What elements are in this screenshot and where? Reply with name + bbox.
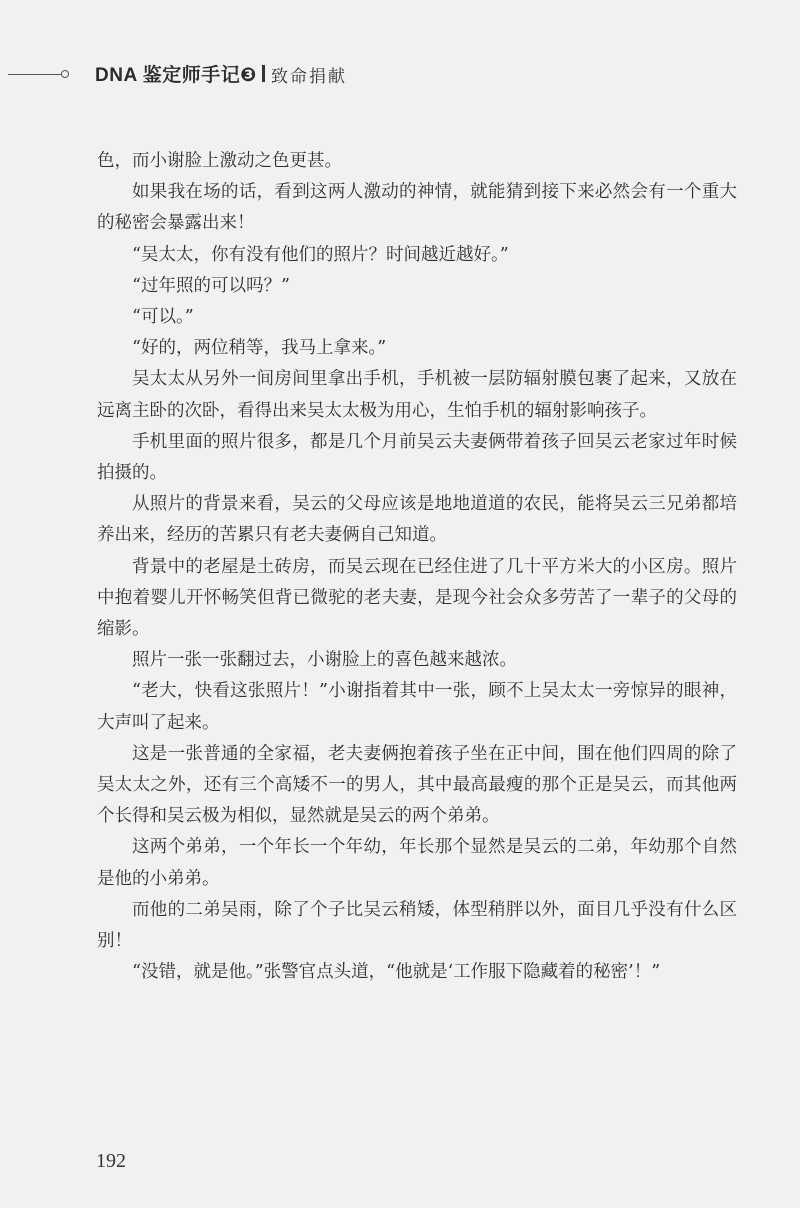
paragraph: “好的，两位稍等，我马上拿来。” xyxy=(132,338,387,359)
paragraph: “老大，快看这张照片！”小谢指着其中一张，顾不上吴太太一旁惊异的眼神，大声叫了起来。 xyxy=(97,681,737,733)
paragraph: 照片一张一张翻过去，小谢脸上的喜色越来越浓。 xyxy=(132,650,517,671)
paragraph: 这是一张普通的全家福，老夫妻俩抱着孩子坐在正中间，围在他们四周的除了吴太太之外，还有三个高矮不一的男人，其中最高最瘦的那个正是吴云，而其他两个长得和吴云极为相似，显然就是吴云的两个弟弟。 xyxy=(97,743,737,827)
running-header xyxy=(0,58,800,88)
paragraph: 吴太太从另外一间房间里拿出手机，手机被一层防辐射膜包裹了起来，又放在远离主卧的次卧，看得出来吴太太极为用心，生怕手机的辐射影响孩子。 xyxy=(97,369,737,421)
page-body xyxy=(97,146,737,988)
paragraph: 从照片的背景来看，吴云的父母应该是地地道道的农民，能将吴云三兄弟都培养出来，经历的苦累只有老夫妻俩自己知道。 xyxy=(97,494,737,546)
page-number: 192 xyxy=(96,1150,126,1172)
paragraph: 色，而小谢脸上激动之色更甚。 xyxy=(97,151,342,171)
paragraph: “吴太太，你有没有他们的照片？时间越近越好。” xyxy=(132,244,509,265)
paragraph: 手机里面的照片很多，都是几个月前吴云夫妻俩带着孩子回吴云老家过年时候拍摄的。 xyxy=(97,431,737,484)
paragraph: 而他的二弟吴雨，除了个子比吴云稍矮，体型稍胖以外，面目几乎没有什么区别！ xyxy=(97,899,737,952)
book-title: DNA 鉴定师手记❸ xyxy=(95,65,257,86)
header-rule xyxy=(8,74,62,75)
paragraph: 这两个弟弟，一个年长一个年幼，年长那个显然是吴云的二弟，年幼那个自然是他的小弟弟。 xyxy=(97,837,737,889)
header-circle-ornament xyxy=(61,70,69,78)
book-subtitle: 致命捐献 xyxy=(271,67,347,87)
paragraph: 背景中的老屋是土砖房，而吴云现在已经住进了几十平方米大的小区房。照片中抱着婴儿开怀畅笑但背已微驼的老夫妻，是现今社会众多劳苦了一辈子的父母的缩影。 xyxy=(97,556,737,640)
paragraph: “过年照的可以吗？” xyxy=(132,275,290,296)
paragraph: “可以。” xyxy=(132,307,194,328)
paragraph: “没错，就是他。”张警官点头道，“他就是‘工作服下隐藏着的秘密’！” xyxy=(132,962,661,983)
header-separator-bar xyxy=(262,65,265,82)
paragraph: 如果我在场的话，看到这两人激动的神情，就能猜到接下来必然会有一个重大的秘密会暴露出来！ xyxy=(97,182,737,234)
